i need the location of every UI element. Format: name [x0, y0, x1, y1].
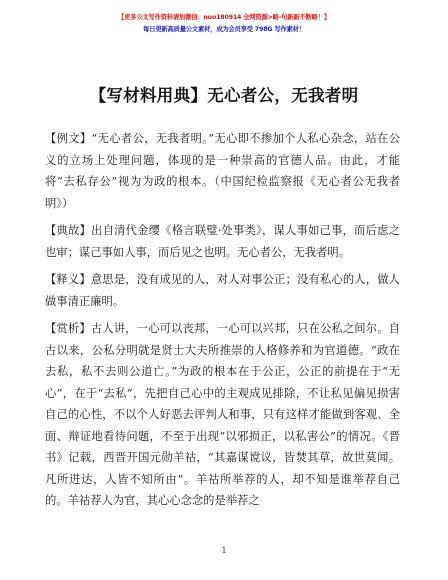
- paragraph-text: 意思是，没有成见的人，对人对事公正；没有私心的人，做人做事清正廉明。: [45, 273, 400, 308]
- promo-line-wechat: 【更多公文写作资料请加微信：nuo180914 全网资源>略-句新新不断略！】: [118, 14, 330, 21]
- paragraph-text: “无心者公，无我者明。”无心即不掺加个人私心杂念，站在公义的立场上处理问题，体现的是一种崇高的官德人品。由此，才能将“去私存公”视为为政的根本。（中国纪检监察报《无心者公无我者明》）: [45, 132, 400, 210]
- paragraph-tag: 【典故】: [45, 224, 92, 237]
- document-body: [45, 128, 400, 512]
- document-title: 【写材料用典】无心者公，无我者明: [89, 86, 359, 105]
- paragraph-tag: 【赏析】: [45, 322, 91, 335]
- paragraph-example: [45, 128, 400, 214]
- paragraph-text: 出自清代金缨《格言联璧·处事类》，谋人事如己事，而后虑之也审；谋己事如人事，而后见之也明。无心者公，无我者明。: [45, 224, 400, 259]
- paragraph-tag: 【释义】: [45, 273, 91, 286]
- promo-line-membership: 每日更新高质量公文素材，成为会员享受 798G 写作素材！: [143, 26, 305, 33]
- paragraph-text: 古人讲，一心可以丧邦，一心可以兴邦，只在公私之间尔。自古以来，公私分明就是贤士大夫所推崇的人格修养和为官道德。“政在去私，私不去则公道亡。”为政的根本在于公正，公正的前提在于“无心”，在于“去私”，先把自己心中的主观成见排除，不让私见偏见损害自己的心性，不以个人好恶去评判人和事，只有这样才能做到客观、全面、辩证地看待问题，不至于出现“以邪损正，以私害公”的情况。《晋书》记载，西晋开国元勋羊祜，“其嘉谋谠议，皆焚其草，故世莫闻。凡所进达，人皆不知所由”。羊祜所举荐的人，却不知是谁举荐自己的。羊祜荐人为官，其心心念念的是举荐之: [45, 322, 400, 507]
- paragraph-appreciation: [45, 318, 400, 512]
- page-number: 1: [221, 546, 227, 555]
- paragraph-allusion: [45, 220, 400, 263]
- paragraph-tag: 【例文】: [45, 132, 92, 145]
- paragraph-meaning: [45, 269, 400, 312]
